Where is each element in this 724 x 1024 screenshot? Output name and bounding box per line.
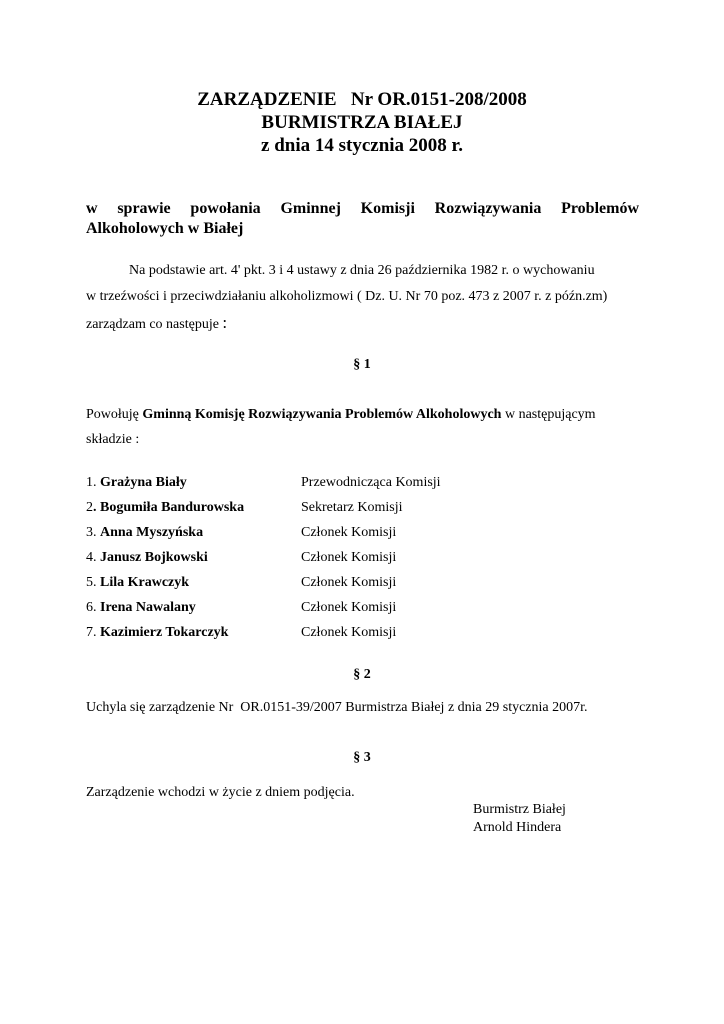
issuer: BURMISTRZA BIAŁEJ — [261, 112, 463, 133]
issue-date: z dnia 14 stycznia 2008 r. — [261, 135, 463, 156]
section-2-text: Uchyla się zarządzenie Nr OR.0151-39/2007 Burmistrza Białej z dnia 29 stycznia 2007r. — [86, 700, 588, 715]
member-name: 2. Bogumiła Bandurowska — [86, 500, 245, 515]
member-name: 3. Anna Myszyńska — [86, 525, 204, 540]
member-role: Członek Komisji — [301, 600, 397, 615]
document-header — [0, 88, 724, 157]
section-1-intro — [86, 406, 596, 424]
preamble-line-3 — [86, 314, 227, 334]
section-1-heading: § 1 — [353, 357, 371, 372]
signature-title: Burmistrz Białej — [473, 802, 566, 817]
preamble-line-1: Na podstawie art. 4' pkt. 3 i 4 ustawy z dnia 26 października 1982 r. o wychowaniu — [129, 263, 595, 278]
section-2-heading: § 2 — [353, 667, 371, 682]
section-3-text: Zarządzenie wchodzi w życie z dniem podjęcia. — [86, 785, 355, 800]
member-name: 1. Grażyna Biały — [86, 475, 187, 490]
member-role: Członek Komisji — [301, 625, 397, 640]
section-1-intro-line-2: składzie : — [86, 432, 140, 447]
member-role: Sekretarz Komisji — [301, 500, 403, 515]
member-name: 5. Lila Krawczyk — [86, 575, 190, 590]
ordinance-number: ZARZĄDZENIE Nr OR.0151-208/2008 — [197, 89, 527, 110]
member-role: Członek Komisji — [301, 550, 397, 565]
subject-line-2: Alkoholowych w Białej — [86, 220, 244, 237]
member-role: Przewodnicząca Komisji — [301, 475, 441, 490]
preamble-line-2: w trzeźwości i przeciwdziałaniu alkoholizmowi ( Dz. U. Nr 70 poz. 473 z 2007 r. z późn.zm) — [86, 289, 608, 304]
member-role: Członek Komisji — [301, 575, 397, 590]
subject-line-1: w sprawie powołania Gminnej Komisji Rozwiązywania Problemów — [86, 200, 639, 217]
member-name: 7. Kazimierz Tokarczyk — [86, 625, 229, 640]
member-name: 6. Irena Nawalany — [86, 600, 196, 615]
signature-name: Arnold Hindera — [473, 820, 562, 835]
preamble-colon: : — [222, 313, 228, 332]
preamble-text: zarządzam co następuje — [86, 317, 223, 332]
commission-name: Gminną Komisję Rozwiązywania Problemów Alkoholowych — [142, 407, 502, 422]
intro-pre: Powołuję — [86, 407, 143, 422]
member-name: 4. Janusz Bojkowski — [86, 550, 208, 565]
section-3-heading: § 3 — [353, 750, 371, 765]
member-role: Członek Komisji — [301, 525, 397, 540]
intro-post: w następującym — [501, 407, 596, 422]
